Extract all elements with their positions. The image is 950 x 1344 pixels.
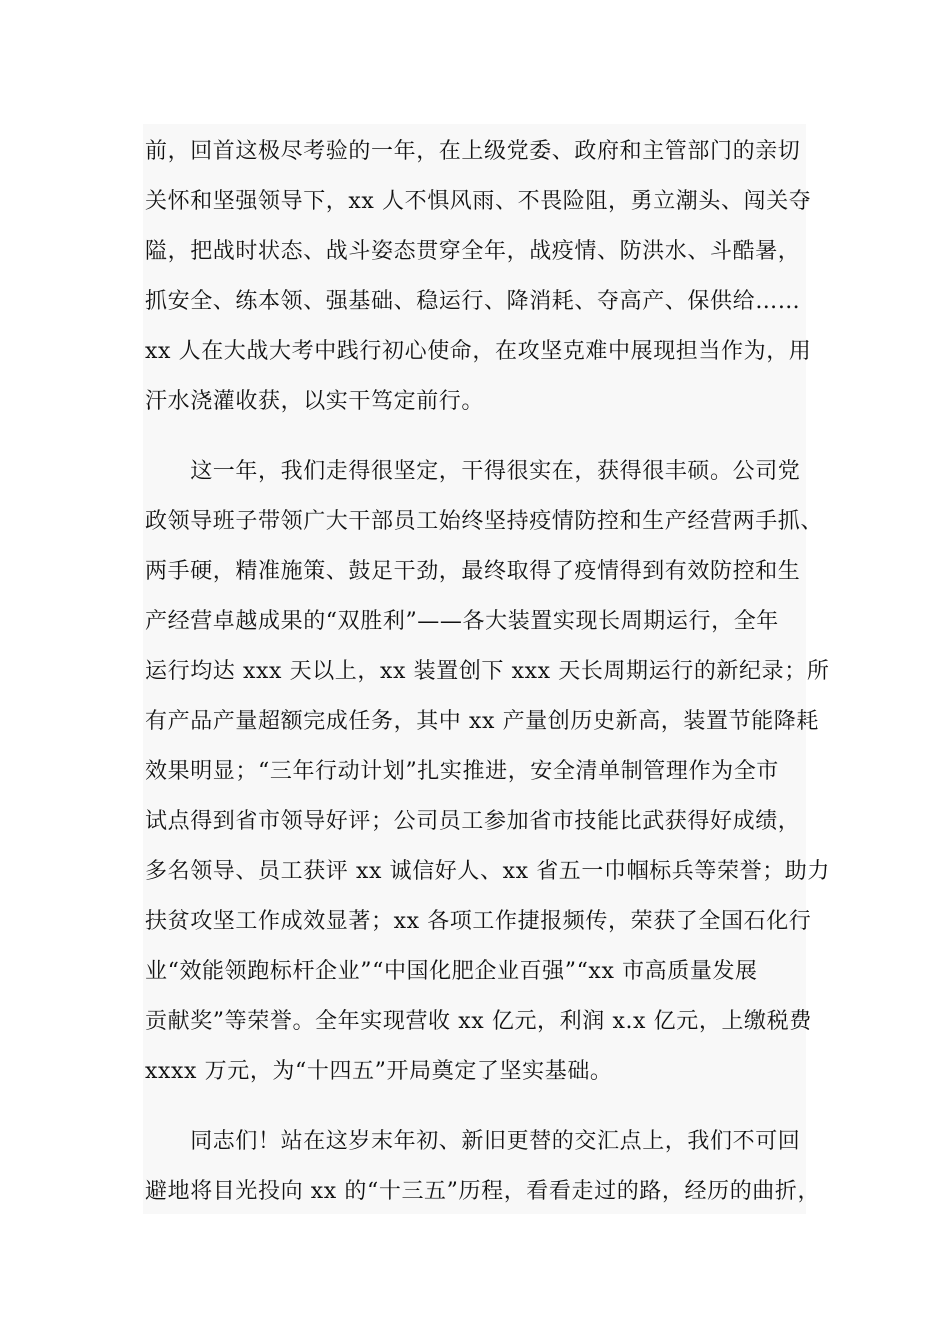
- paragraph-2-line-11: 业“效能领跑标杆企业”“中国化肥企业百强”“xx 市高质量发展: [145, 959, 758, 984]
- paragraph-2-line-3: 两手硬，精准施策、鼓足干劲，最终取得了疫情得到有效防控和生: [145, 559, 801, 584]
- paragraph-2-line-10: 扶贫攻坚工作成效显著；xx 各项工作捷报频传，荣获了全国石化行: [145, 909, 812, 934]
- paragraph-2-line-2: 政领导班子带领广大干部员工始终坚持疫情防控和生产经营两手抓、: [145, 509, 824, 534]
- paragraph-2-line-7: 效果明显；“三年行动计划”扎实推进，安全清单制管理作为全市: [145, 759, 779, 784]
- paragraph-1-line-6: 汗水浇灌收获，以实干笃定前行。: [145, 389, 485, 414]
- paragraph-2-line-6: 有产品产量超额完成任务，其中 xx 产量创历史新高，装置节能降耗: [145, 709, 820, 734]
- paragraph-1-line-1: 前，回首这极尽考验的一年，在上级党委、政府和主管部门的亲切: [145, 139, 801, 164]
- paragraph-2-line-5: 运行均达 xxx 天以上，xx 装置创下 xxx 天长周期运行的新纪录；所: [145, 659, 830, 684]
- paragraph-2-line-13: xxxx 万元，为“十四五”开局奠定了坚实基础。: [145, 1059, 613, 1084]
- paragraph-2-line-9: 多名领导、员工获评 xx 诚信好人、xx 省五一巾帼标兵等荣誉；助力: [145, 859, 831, 884]
- paragraph-2-line-8: 试点得到省市领导好评；公司员工参加省市技能比武获得好成绩，: [145, 809, 801, 834]
- paragraph-3-line-1: 同志们！站在这岁末年初、新旧更替的交汇点上，我们不可回: [145, 1129, 801, 1154]
- paragraph-2-line-12: 贡献奖”等荣誉。全年实现营收 xx 亿元，利润 x.x 亿元，上缴税费: [145, 1009, 812, 1034]
- paragraph-2-line-4: 产经营卓越成果的“双胜利”——各大装置实现长周期运行，全年: [145, 609, 779, 634]
- paragraph-1-line-2: 关怀和坚强领导下，xx 人不惧风雨、不畏险阻，勇立潮头、闯关夺: [145, 189, 812, 214]
- paragraph-3-line-2: 避地将目光投向 xx 的“十三五”历程，看看走过的路，经历的曲折，: [145, 1179, 821, 1204]
- paragraph-1-line-5: xx 人在大战大考中践行初心使命，在攻坚克难中展现担当作为，用: [145, 339, 812, 364]
- paragraph-1-line-3: 隘，把战时状态、战斗姿态贯穿全年，战疫情、防洪水、斗酷暑，: [145, 239, 801, 264]
- paragraph-1-line-4: 抓安全、练本领、强基础、稳运行、降消耗、夺高产、保供给……: [145, 289, 801, 314]
- paragraph-2-line-1: 这一年，我们走得很坚定，干得很实在，获得很丰硕。公司党: [145, 459, 801, 484]
